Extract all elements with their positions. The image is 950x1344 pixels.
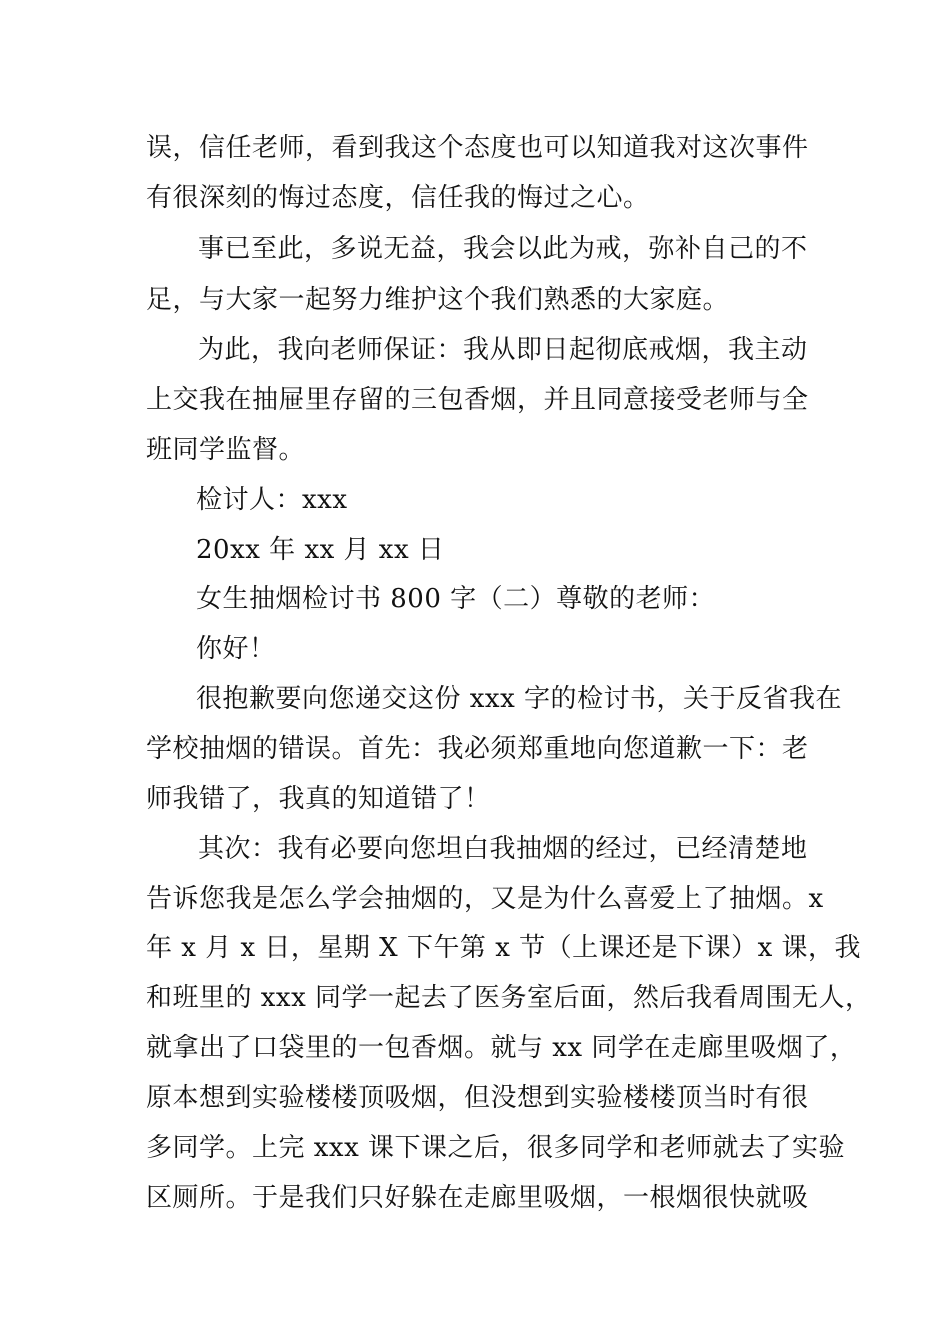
text-line: 班同学监督。 [146,435,306,465]
text-line: 和班里的 xxx 同学一起去了医务室后面，然后我看周围无人， [146,983,872,1013]
greeting-line: 你好！ [196,634,276,664]
text-line: 告诉您我是怎么学会抽烟的，又是为什么喜爱上了抽烟。x [146,884,824,914]
text-line: 多同学。上完 xxx 课下课之后，很多同学和老师就去了实验 [146,1133,846,1163]
signature-line: 检讨人：xxx [196,485,348,515]
text-line: 有很深刻的悔过态度，信任我的悔过之心。 [146,183,650,213]
text-line: 就拿出了口袋里的一包香烟。就与 xx 同学在走廊里吸烟了， [146,1033,857,1063]
text-line: 原本想到实验楼楼顶吸烟，但没想到实验楼楼顶当时有很 [146,1083,809,1113]
date-line: 20xx 年 xx 月 xx 日 [196,535,445,565]
text-line: 足，与大家一起努力维护这个我们熟悉的大家庭。 [146,285,730,315]
text-line: 很抱歉要向您递交这份 xxx 字的检讨书，关于反省我在 [196,684,843,714]
text-line: 上交我在抽屉里存留的三包香烟，并且同意接受老师与全 [146,385,809,415]
text-line: 区厕所。于是我们只好躲在走廊里吸烟，一根烟很快就吸 [146,1183,809,1213]
text-line: 学校抽烟的错误。首先：我必须郑重地向您道歉一下：老 [146,734,809,764]
text-line: 事已至此，多说无益，我会以此为戒，弥补自己的不 [198,234,808,264]
text-line: 年 x 月 x 日，星期 X 下午第 x 节（上课还是下课）x 课，我 [146,933,862,963]
text-line: 师我错了，我真的知道错了！ [146,784,491,814]
section-heading: 女生抽烟检讨书 800 字（二）尊敬的老师： [196,584,716,614]
text-line: 为此，我向老师保证：我从即日起彻底戒烟，我主动 [198,335,808,365]
text-line: 其次：我有必要向您坦白我抽烟的经过，已经清楚地 [198,834,808,864]
text-line: 误，信任老师，看到我这个态度也可以知道我对这次事件 [146,133,809,163]
